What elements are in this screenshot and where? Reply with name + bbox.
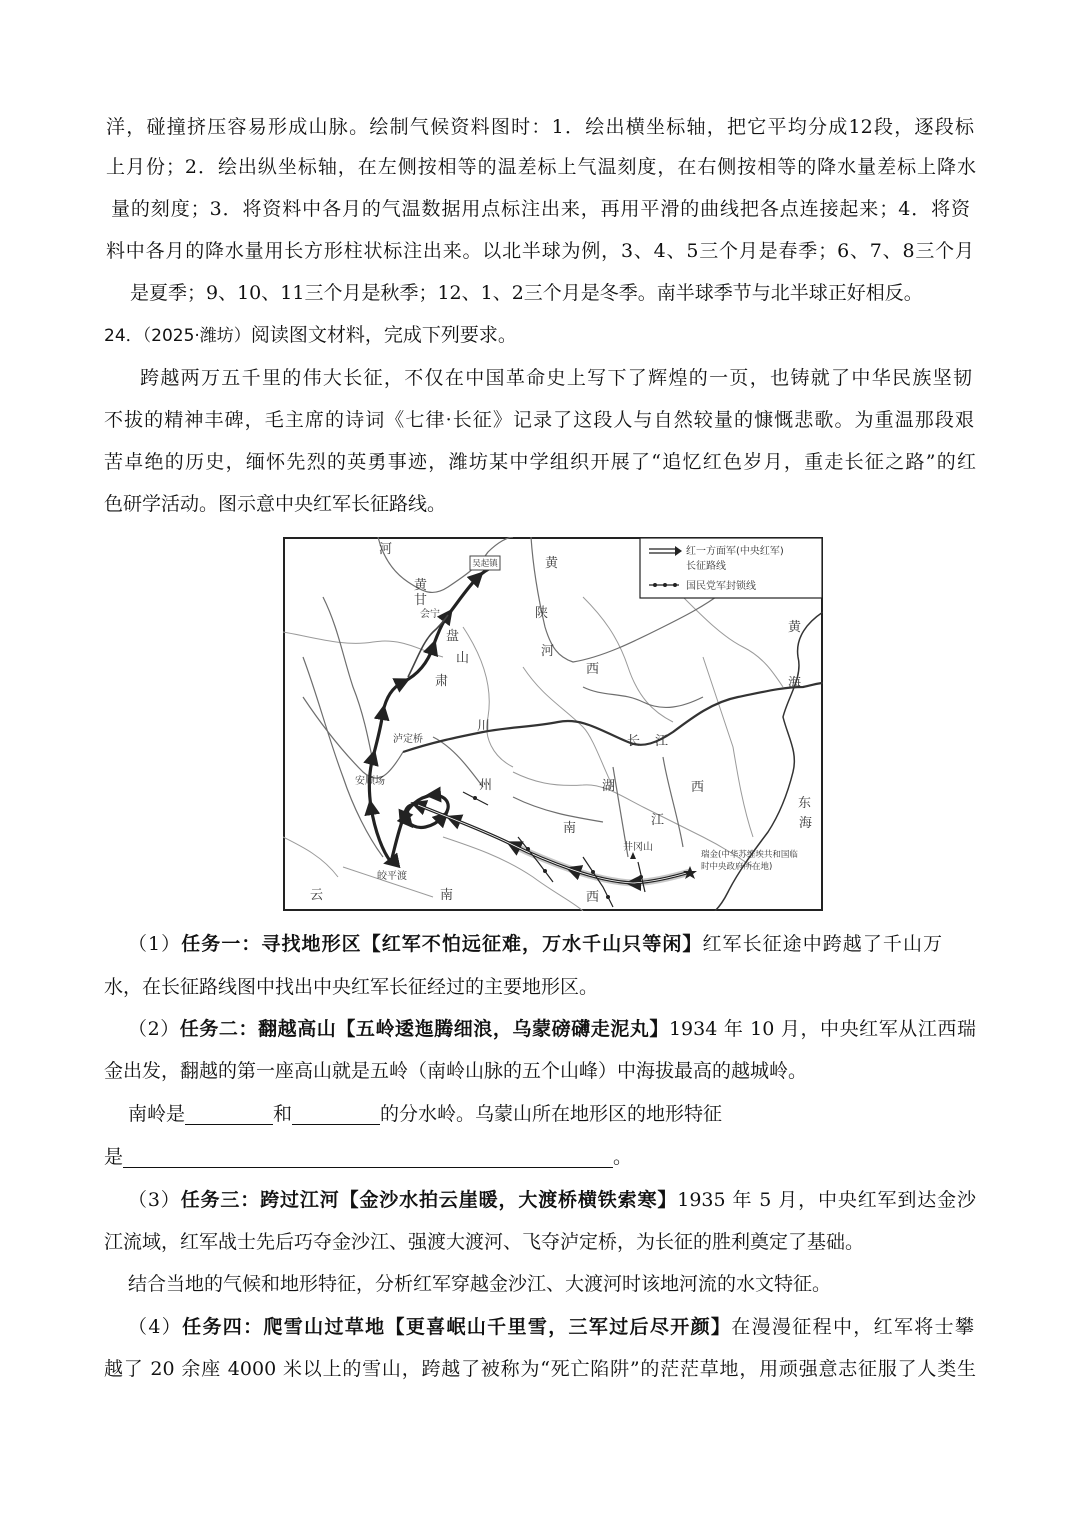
long-march-map [283,537,823,911]
task-3-question: 结合当地的气候和地形特征，分析红军穿越金沙江、大渡河时该地河流的水文特征。 [128,1273,832,1295]
legend-blockade-dot [653,583,657,587]
question-prompt: 阅读图文材料，完成下列要求。 [250,324,517,346]
task-2-number: （2） [128,1018,180,1040]
prev-answer-line-5: 是夏季；9、10、11三个月是秋季；12、1、2三个月是冬季。南半球季节与北半球正好相反。 [130,282,923,304]
map-label: 西 [586,890,600,905]
legend-route-label-2: 长征路线 [686,561,726,572]
task-4-text: 在漫漫征程中，红军将士攀 [731,1316,974,1338]
task-3-text: 1935 年 5 月，中央红军到达金沙 [677,1189,976,1211]
task-2-q-part-4: 是 [104,1146,124,1168]
blockade-dot [591,870,595,874]
legend-blockade-dot [673,583,677,587]
map-label-huining: 会宁 [420,609,440,620]
material-line-4: 色研学活动。图示意中央红军长征路线。 [104,493,447,515]
prev-answer-line-2: 上月份；2．绘出纵坐标轴，在左侧按相等的温差标上气温刻度，在右侧按相等的降水量差标上降水 [106,156,976,178]
map-label: 西 [691,780,705,795]
map-label: 川 [477,719,491,734]
map-label-jinggangshan: 井冈山 [623,842,653,853]
task-4-title: 任务四：爬雪山过草地【更喜岷山千里雪，三军过后尽开颜】 [182,1316,732,1338]
map-label: 黄 [788,620,802,635]
map-label: 州 [479,778,493,793]
task-3-line-2: 江流域，红军战士先后巧夺金沙江、强渡大渡河、飞夺泸定桥，为长征的胜利奠定了基础。 [104,1231,865,1253]
map-label: 甘 [414,593,428,608]
map-label: 陕 [535,606,549,621]
prev-answer-line-3: 量的刻度；3．将资料中各月的气温数据用点标注出来，再用平滑的曲线把各点连接起来；4．将资 [111,198,970,220]
prev-answer-line-4: 料中各月的降水量用长方形柱状标注出来。以北半球为例，3、4、5三个月是春季；6、7、8三个月 [106,240,974,262]
map-label-luding-bridge: 泸定桥 [393,734,423,745]
map-label: 黄 [414,578,428,593]
map-label: 南 [440,888,454,903]
map-label: 南 [563,821,577,836]
question-source: （2025·潍坊） [142,326,251,346]
legend-route-label-1: 红一方面军(中央红军) [686,546,784,557]
map-label-ruijin-1: 瑞金(中华苏维埃共和国临 [701,850,798,860]
task-3-title: 任务三：跨过江河【金沙水拍云崖暖，大渡桥横铁索寒】 [180,1189,678,1211]
map-label-anshunchang: 安顺场 [355,776,385,787]
task-2-q-part-2: 和 [273,1103,293,1125]
task-3-line-1 [128,1185,976,1215]
task-2-q-part-3: 的分水岭。乌蒙山所在地形区的地形特征 [380,1103,723,1125]
blockade-dot [526,847,530,851]
map-label: 云 [310,888,324,903]
task-3-number: （3） [128,1189,181,1211]
task-1-line-2: 水，在长征路线图中找出中央红军长征经过的主要地形区。 [104,976,599,998]
blockade-dot [543,869,547,873]
task-4-number: （4） [128,1316,183,1338]
map-label: 盘 [446,629,460,644]
task-2-q-part-1: 南岭是 [128,1103,186,1125]
answer-blank-1 [185,1104,273,1125]
question-header [104,320,864,350]
task-1-line-1 [128,929,942,959]
task-2-q-part-5: 。 [613,1146,633,1168]
map-label: 西 [586,662,600,677]
map-label: 黄 [545,556,559,571]
task-2-question-line-2 [104,1142,704,1172]
task-1-title: 任务一：寻找地形区【红军不怕远征难，万水千山只等闲】 [181,933,703,955]
blockade-dot [606,895,610,899]
map-svg [283,537,823,911]
task-1-text: 红军长征途中跨越了千山万 [702,933,942,955]
task-2-question-line-1 [128,1099,948,1129]
prev-answer-line-1: 洋，碰撞挤压容易形成山脉。绘制气候资料图时：1．绘出横坐标轴，把它平均分成12段，逐段标 [106,116,974,138]
material-line-3: 苦卓绝的历史，缅怀先烈的英勇事迹，潍坊某中学组织开展了“追忆红色岁月，重走长征之路”的红 [104,451,976,473]
map-label: 海 [788,676,802,691]
map-label-ruijin-2: 时中央政府所在地) [701,862,773,872]
answer-blank-3 [123,1147,613,1168]
task-2-text: 1934 年 10 月，中央红军从江西瑞 [668,1018,976,1040]
task-4-line-1 [128,1312,974,1342]
map-label: 江 [655,734,669,749]
map-label: 河 [541,644,555,659]
task-2-line-2: 金出发，翻越的第一座高山就是五岭（南岭山脉的五个山峰）中海拔最高的越城岭。 [104,1060,808,1082]
map-label: 江 [651,813,665,828]
map-label: 东 [798,796,812,811]
legend-blockade-label: 国民党军封锁线 [686,581,756,592]
blockade-dot [473,796,477,800]
legend-blockade-dot [663,583,667,587]
map-label: 河 [379,542,393,557]
map-label: 海 [799,816,813,831]
map-label: 肃 [435,674,449,689]
map-label-jiaopingdu: 皎平渡 [377,871,407,882]
task-2-title: 任务二：翻越高山【五岭逶迤腾细浪，乌蒙磅礴走泥丸】 [179,1018,669,1040]
material-line-1: 跨越两万五千里的伟大长征，不仅在中国革命史上写下了辉煌的一页，也铸就了中华民族坚韧 [140,367,972,389]
task-1-number: （1） [128,933,182,955]
map-label-wuqizhen: 吴起镇 [472,559,498,569]
map-label: 湖 [602,779,616,794]
task-2-line-1 [128,1014,976,1044]
answer-blank-2 [292,1104,380,1125]
map-label: 山 [456,651,470,666]
material-line-2: 不拔的精神丰碑，毛主席的诗词《七律·长征》记录了这段人与自然较量的慷慨悲歌。为重温那段艰 [104,409,974,431]
blockade-dot [639,875,643,879]
task-4-line-2: 越了 20 余座 4000 米以上的雪山，跨越了被称为“死亡陷阱”的茫茫草地，用顽强意志征服了人类生 [104,1358,976,1380]
map-label: 长 [627,734,641,749]
question-number: 24． [104,326,143,346]
